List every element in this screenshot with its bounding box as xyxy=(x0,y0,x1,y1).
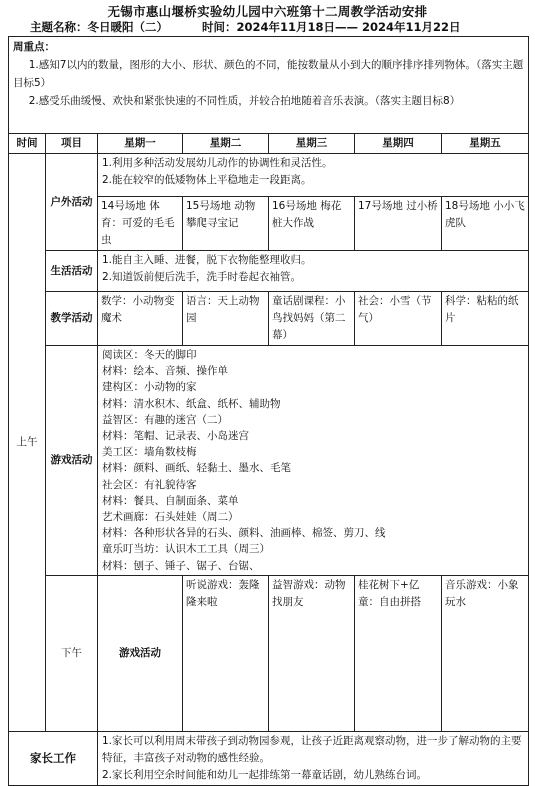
game-line: 材料：绘本、音频、操作单 xyxy=(102,365,228,378)
focus-row xyxy=(9,37,529,134)
home-cell xyxy=(98,731,529,785)
col-header-friday: 星期五 xyxy=(442,134,529,154)
weekly-plan-table xyxy=(8,36,529,786)
weekly-focus-cell xyxy=(9,37,529,134)
project-home: 家长工作 xyxy=(9,731,98,785)
teaching-row xyxy=(9,292,529,346)
col-header-item: 项目 xyxy=(46,134,98,154)
project-teaching: 教学活动 xyxy=(46,292,98,346)
teaching-friday: 科学：粘粘的纸片 xyxy=(442,292,529,346)
game-line: 建构区：小动物的家 xyxy=(102,381,197,394)
col-header-wednesday: 星期三 xyxy=(269,134,355,154)
game-line: 阅读区：冬天的脚印 xyxy=(102,349,197,361)
col-header-time: 时间 xyxy=(9,134,46,154)
game-line: 材料：笔帽、记录表、小岛迷宫 xyxy=(102,430,249,443)
game-cell xyxy=(98,346,529,576)
focus-item: 2.感受乐曲缓慢、欢快和紧张快速的不同性质，并较合拍地随着音乐表演。（落实主题目标8） xyxy=(28,95,461,107)
life-row xyxy=(9,251,529,292)
teaching-wednesday: 童话剧课程：小鸟找妈妈（第二幕） xyxy=(269,292,355,346)
outdoor-wednesday: 16号场地 梅花桩大作战 xyxy=(269,197,355,251)
pm-game-monday: 听说游戏：轰隆隆来啦 xyxy=(183,575,269,731)
col-header-tuesday: 星期二 xyxy=(183,134,269,154)
life-line: 1.能自主入睡、进餐，脱下衣物能整理收归。 xyxy=(102,254,312,266)
home-line: 2.家长利用空余时间能和幼儿一起排练第一幕童话剧，幼儿熟练台词。 xyxy=(102,768,428,781)
outdoor-thursday: 17号场地 过小桥 xyxy=(355,197,442,251)
teaching-tuesday: 语言：天上动物园 xyxy=(183,292,269,346)
project-outdoor: 户外活动 xyxy=(46,154,98,251)
period-morning: 上午 xyxy=(9,154,46,732)
outdoor-goals-row xyxy=(9,154,529,197)
game-line: 材料：各种形状各异的石头、颜料、油画棒、棉签、剪刀、线 xyxy=(102,527,386,540)
project-afternoon-game: 游戏活动 xyxy=(98,575,183,731)
game-line: 社会区：有礼貌待客 xyxy=(102,478,197,491)
outdoor-goal: 2.能在较窄的低矮物体上平稳地走一段距离。 xyxy=(102,174,312,186)
game-line: 材料：餐具、自制面条、菜单 xyxy=(102,494,239,507)
project-game: 游戏活动 xyxy=(46,346,98,576)
outdoor-monday: 14号场地 体育：可爱的毛毛虫 xyxy=(98,197,183,251)
afternoon-row xyxy=(9,575,529,731)
col-header-monday: 星期一 xyxy=(98,134,183,154)
period-afternoon: 下午 xyxy=(46,575,98,731)
life-line: 2.知道饭前便后洗手，洗手时卷起衣袖管。 xyxy=(102,271,302,283)
week-label: 时间：2024年11月18日—— 2024年11月22日 xyxy=(202,20,461,34)
game-line: 材料：清水积木、纸盒、纸杯、辅助物 xyxy=(102,397,281,410)
home-row xyxy=(9,731,529,785)
teaching-monday: 数学：小动物变魔术 xyxy=(98,292,183,346)
document-meta xyxy=(30,19,530,35)
pm-game-wednesday: 桂花树下+亿童：自由拼搭 xyxy=(355,575,442,731)
focus-item: 1.感知7以内的数量，图形的大小、形状、颜色的不同，能按数量从小到大的顺序排序排列物体。（落实主题目标5） xyxy=(13,59,524,89)
pm-game-tuesday: 益智游戏：动物找朋友 xyxy=(269,575,355,731)
focus-title: 周重点： xyxy=(13,41,55,53)
game-row xyxy=(9,346,529,576)
game-line: 益智区：有趣的迷宫（二） xyxy=(102,413,228,426)
col-header-thursday: 星期四 xyxy=(355,134,442,154)
home-line: 1.家长可以利用周末带孩子到动物园参观，让孩子近距离观察动物，进一步了解动物的主要特征，丰富孩子对动物的感性经验。 xyxy=(102,734,522,764)
pm-game-thursday: 音乐游戏：小象玩水 xyxy=(442,575,529,731)
game-line: 材料：刨子、锤子、锯子、台锯、 xyxy=(102,559,260,572)
game-line: 材料：颜料、画纸、轻黏土、墨水、毛笔 xyxy=(102,462,291,475)
game-line: 美工区：墙角数枝梅 xyxy=(102,446,197,459)
outdoor-goals-cell xyxy=(98,154,529,197)
outdoor-goal: 1.利用多种活动发展幼儿动作的协调性和灵活性。 xyxy=(102,157,333,169)
outdoor-tuesday: 15号场地 动物攀爬寻宝记 xyxy=(183,197,269,251)
game-line: 童乐叮当坊：认识木工工具（周三） xyxy=(102,543,270,556)
life-cell xyxy=(98,251,529,292)
outdoor-friday: 18号场地 小小飞虎队 xyxy=(442,197,529,251)
column-header-row xyxy=(9,134,529,154)
teaching-thursday: 社会：小雪（节气） xyxy=(355,292,442,346)
theme-label: 主题名称：冬日暖阳（二） xyxy=(30,20,168,34)
project-life: 生活活动 xyxy=(46,251,98,292)
game-line: 艺术画廊：石头娃娃（周二） xyxy=(102,511,239,524)
document-title: 无锡市惠山堰桥实验幼儿园中六班第十二周教学活动安排 xyxy=(107,4,428,19)
